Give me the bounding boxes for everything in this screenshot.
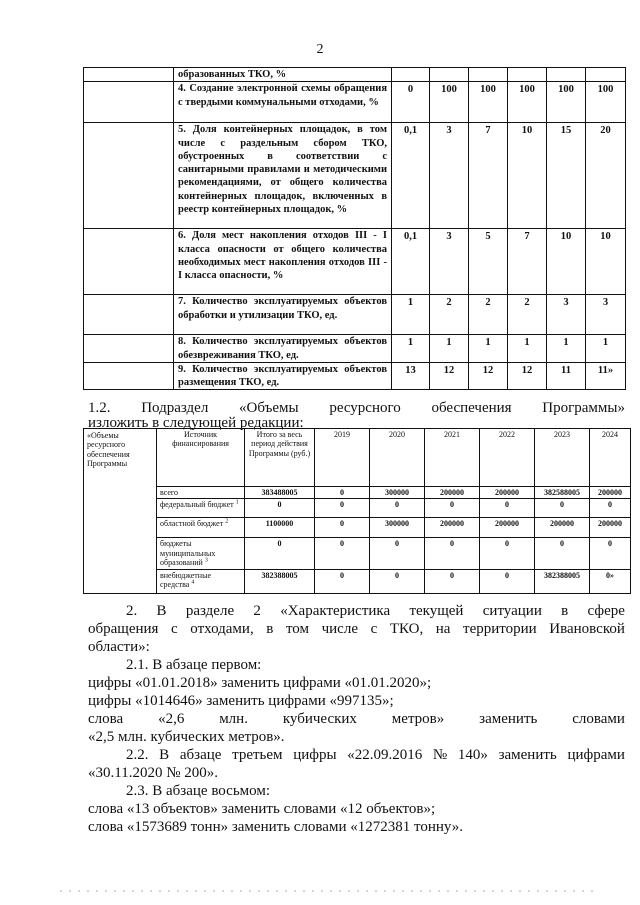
indicator-value bbox=[547, 68, 586, 82]
word: В bbox=[159, 747, 170, 763]
indicator-value bbox=[469, 68, 508, 82]
resource-row bbox=[84, 569, 631, 593]
para-1-2-line2: изложить в следующей редакции: bbox=[88, 415, 304, 431]
para-2-1-b: цифры «1014646» заменить цифрами «997135»; bbox=[88, 693, 394, 709]
indicator-value: 1 bbox=[586, 335, 626, 363]
word: Ивановской bbox=[549, 621, 625, 637]
word: № bbox=[432, 747, 448, 763]
indicator-blank-cell bbox=[84, 335, 174, 363]
word: 2.2. bbox=[126, 747, 149, 763]
resource-value: 0 bbox=[315, 538, 370, 569]
indicator-value: 2 bbox=[469, 295, 508, 335]
word: 2 bbox=[253, 603, 261, 619]
para-2-3-a: слова «13 объектов» заменить словами «12 объектов»; bbox=[88, 801, 436, 817]
resource-value: 0 bbox=[535, 499, 590, 518]
footnote-mark: 3 bbox=[204, 557, 208, 564]
indicator-value: 5 bbox=[469, 229, 508, 295]
word: отходами, bbox=[190, 621, 254, 637]
word: В bbox=[156, 603, 167, 619]
indicator-blank-cell bbox=[84, 362, 174, 390]
indicator-text: 6. Доля мест накопления отходов III - I класса опасности от общего количества необходимых мест накопления отходов III - I класса опасности, % bbox=[174, 229, 392, 295]
para-2-3-b: слова «1573689 тонн» заменить словами «1272381 тонну». bbox=[88, 819, 464, 835]
resource-header-cell: Источник финансирования bbox=[157, 429, 245, 487]
para-2-2 bbox=[126, 747, 625, 764]
section-2-line3: области»: bbox=[88, 639, 150, 655]
word: кубических bbox=[282, 711, 357, 727]
resource-value: 382388005 bbox=[535, 569, 590, 593]
indicator-value: 12 bbox=[508, 362, 547, 390]
indicator-value: 0,1 bbox=[392, 123, 430, 229]
resource-source-cell bbox=[157, 569, 245, 593]
resource-value: 200000 bbox=[590, 518, 631, 538]
resource-header-cell: 2024 bbox=[590, 429, 631, 487]
indicator-value: 1 bbox=[547, 335, 586, 363]
resource-value: 200000 bbox=[480, 518, 535, 538]
resource-value: 0 bbox=[370, 538, 425, 569]
word: том bbox=[285, 621, 310, 637]
indicator-text: 5. Доля контейнерных площадок, в том числе с раздельным сбором ТКО, обустроенных в соответствии с санитарными правилами и методическими рекомендациями, от общего количества контейнерных площадок, включенных в реестр контейнерных площадок, % bbox=[174, 123, 392, 229]
word: 140» bbox=[457, 747, 488, 763]
resource-value: 0 bbox=[535, 538, 590, 569]
resource-value: 300000 bbox=[370, 487, 425, 499]
page-number: 2 bbox=[316, 42, 324, 57]
indicator-value: 1 bbox=[469, 335, 508, 363]
indicator-value: 3 bbox=[547, 295, 586, 335]
indicator-text: 9. Количество эксплуатируемых объектов размещения ТКО, ед. bbox=[174, 362, 392, 390]
resource-source-cell bbox=[157, 518, 245, 538]
indicator-value: 11» bbox=[586, 362, 626, 390]
resource-header-row bbox=[84, 429, 631, 487]
para-2-1-a: цифры «01.01.2018» заменить цифрами «01.01.2020»; bbox=[88, 675, 432, 691]
resource-first-cell: «Объемы ресурсного обеспечения Программы bbox=[84, 429, 157, 594]
indicator-row bbox=[84, 123, 626, 229]
indicator-text: образованных ТКО, % bbox=[174, 68, 392, 82]
resource-header-cell: 2019 bbox=[315, 429, 370, 487]
resource-value: 0 bbox=[480, 538, 535, 569]
word: в bbox=[561, 603, 569, 619]
word: обеспечения bbox=[431, 400, 512, 416]
indicator-value: 0 bbox=[392, 82, 430, 123]
indicator-blank-cell bbox=[84, 295, 174, 335]
indicator-value: 20 bbox=[586, 123, 626, 229]
word: 2. bbox=[126, 603, 138, 619]
section-2-line1 bbox=[126, 603, 625, 620]
resource-value: 382388005 bbox=[245, 569, 315, 593]
resource-source-cell bbox=[157, 499, 245, 518]
word: разделе bbox=[185, 603, 235, 619]
footnote-mark: 4 bbox=[191, 579, 195, 586]
resource-value: 0 bbox=[370, 569, 425, 593]
resource-value: 1100000 bbox=[245, 518, 315, 538]
indicator-value: 100 bbox=[469, 82, 508, 123]
resource-value: 300000 bbox=[370, 518, 425, 538]
indicator-value: 100 bbox=[430, 82, 469, 123]
footnote-mark: 2 bbox=[225, 518, 229, 525]
resource-value: 0 bbox=[480, 569, 535, 593]
word: с bbox=[171, 621, 178, 637]
resource-value: 0 bbox=[425, 569, 480, 593]
word: заменить bbox=[498, 747, 557, 763]
word: с bbox=[370, 621, 378, 637]
resource-source-label: областной бюджет bbox=[160, 519, 224, 529]
para-2-1-title: 2.1. В абзаце первом: bbox=[126, 657, 262, 673]
word: цифры bbox=[293, 747, 337, 763]
word: ресурсного bbox=[329, 400, 401, 416]
resource-row bbox=[84, 499, 631, 518]
resource-source-label: бюджеты муниципальных образований bbox=[160, 539, 216, 568]
indicator-value: 7 bbox=[469, 123, 508, 229]
indicator-value: 1 bbox=[430, 335, 469, 363]
word: «22.09.2016 bbox=[347, 747, 423, 763]
indicator-blank-cell bbox=[84, 68, 174, 82]
para-2-1-c2: «2,5 млн. кубических метров». bbox=[88, 729, 285, 745]
indicator-value: 13 bbox=[392, 362, 430, 390]
indicator-value: 1 bbox=[508, 335, 547, 363]
indicator-value: 12 bbox=[430, 362, 469, 390]
resource-value: 0 bbox=[315, 499, 370, 518]
resource-header-cell: 2021 bbox=[425, 429, 480, 487]
indicator-value: 100 bbox=[586, 82, 626, 123]
indicator-value: 3 bbox=[430, 123, 469, 229]
indicator-value: 100 bbox=[508, 82, 547, 123]
word: на bbox=[435, 621, 451, 637]
resource-value: 0 bbox=[245, 499, 315, 518]
word: текущей bbox=[409, 603, 464, 619]
word: слова bbox=[88, 711, 124, 727]
para-2-2-b: «30.11.2020 № 200». bbox=[88, 765, 219, 781]
word: 1.2. bbox=[88, 400, 111, 416]
word: ТКО, bbox=[389, 621, 424, 637]
resource-source-label: внебюджетные средства bbox=[160, 570, 211, 590]
indicator-row bbox=[84, 335, 626, 363]
indicator-value: 1 bbox=[392, 295, 430, 335]
resource-row bbox=[84, 538, 631, 569]
indicator-value: 11 bbox=[547, 362, 586, 390]
indicator-row bbox=[84, 229, 626, 295]
resource-value: 382588005 bbox=[535, 487, 590, 499]
resource-value: 200000 bbox=[590, 487, 631, 499]
resource-source-label: федеральный бюджет bbox=[160, 500, 234, 510]
indicator-value bbox=[392, 68, 430, 82]
word: ситуации bbox=[482, 603, 542, 619]
indicator-blank-cell bbox=[84, 229, 174, 295]
resource-value: 0 bbox=[590, 538, 631, 569]
resource-header-cell: 2022 bbox=[480, 429, 535, 487]
word: «2,6 bbox=[158, 711, 185, 727]
indicator-blank-cell bbox=[84, 82, 174, 123]
indicator-value: 15 bbox=[547, 123, 586, 229]
word: территории bbox=[463, 621, 537, 637]
resource-value: 200000 bbox=[425, 518, 480, 538]
resource-value: 0» bbox=[590, 569, 631, 593]
word: Подраздел bbox=[141, 400, 209, 416]
indicator-row bbox=[84, 362, 626, 390]
word: третьем bbox=[232, 747, 283, 763]
resource-value: 0 bbox=[315, 487, 370, 499]
word: заменить bbox=[479, 711, 538, 727]
resource-value: 0 bbox=[425, 499, 480, 518]
word: в bbox=[266, 621, 274, 637]
resource-source-label: всего bbox=[160, 488, 179, 497]
indicator-value bbox=[508, 68, 547, 82]
word: метров» bbox=[391, 711, 445, 727]
indicator-value bbox=[586, 68, 626, 82]
resource-value: 0 bbox=[315, 569, 370, 593]
indicator-row bbox=[84, 295, 626, 335]
resource-value: 0 bbox=[590, 499, 631, 518]
resource-table bbox=[83, 428, 631, 594]
indicator-value: 10 bbox=[586, 229, 626, 295]
indicator-value: 3 bbox=[430, 229, 469, 295]
word: абзаце bbox=[179, 747, 222, 763]
indicators-table bbox=[83, 67, 626, 390]
indicator-value: 100 bbox=[547, 82, 586, 123]
section-2-line2 bbox=[88, 621, 625, 638]
indicator-text: 7. Количество эксплуатируемых объектов обработки и утилизации ТКО, ед. bbox=[174, 295, 392, 335]
resource-value: 0 bbox=[315, 518, 370, 538]
indicator-row bbox=[84, 82, 626, 123]
word: числе bbox=[321, 621, 358, 637]
resource-row bbox=[84, 487, 631, 499]
resource-value: 0 bbox=[245, 538, 315, 569]
resource-value: 0 bbox=[425, 538, 480, 569]
indicator-value: 2 bbox=[508, 295, 547, 335]
indicator-row bbox=[84, 68, 626, 82]
resource-value: 200000 bbox=[425, 487, 480, 499]
indicator-blank-cell bbox=[84, 123, 174, 229]
word: Программы» bbox=[542, 400, 625, 416]
word: млн. bbox=[219, 711, 248, 727]
para-2-3-title: 2.3. В абзаце восьмом: bbox=[126, 783, 271, 799]
word: словами bbox=[572, 711, 625, 727]
resource-value: 0 bbox=[480, 499, 535, 518]
indicator-value: 10 bbox=[508, 123, 547, 229]
resource-source-cell bbox=[157, 487, 245, 499]
indicator-value: 7 bbox=[508, 229, 547, 295]
word: «Характеристика bbox=[280, 603, 391, 619]
indicator-value: 10 bbox=[547, 229, 586, 295]
indicator-value: 1 bbox=[392, 335, 430, 363]
resource-source-cell bbox=[157, 538, 245, 569]
word: цифрами bbox=[567, 747, 625, 763]
resource-value: 383488005 bbox=[245, 487, 315, 499]
indicator-value: 3 bbox=[586, 295, 626, 335]
indicator-text: 8. Количество эксплуатируемых объектов обезвреживания ТКО, ед. bbox=[174, 335, 392, 363]
scan-noise bbox=[60, 890, 600, 892]
indicator-text: 4. Создание электронной схемы обращения с твердыми коммунальными отходами, % bbox=[174, 82, 392, 123]
resource-value: 0 bbox=[370, 499, 425, 518]
footnote-mark: 1 bbox=[235, 499, 239, 506]
resource-value: 200000 bbox=[535, 518, 590, 538]
indicator-value: 0,1 bbox=[392, 229, 430, 295]
indicator-value: 12 bbox=[469, 362, 508, 390]
para-2-1-c bbox=[88, 711, 625, 728]
indicator-value bbox=[430, 68, 469, 82]
indicator-value: 2 bbox=[430, 295, 469, 335]
word: сфере bbox=[587, 603, 625, 619]
resource-header-cell: 2023 bbox=[535, 429, 590, 487]
resource-header-cell: 2020 bbox=[370, 429, 425, 487]
word: «Объемы bbox=[239, 400, 299, 416]
word: обращения bbox=[88, 621, 159, 637]
resource-value: 200000 bbox=[480, 487, 535, 499]
resource-header-cell: Итого за весь период действия Программы (руб.) bbox=[245, 429, 315, 487]
resource-row bbox=[84, 518, 631, 538]
